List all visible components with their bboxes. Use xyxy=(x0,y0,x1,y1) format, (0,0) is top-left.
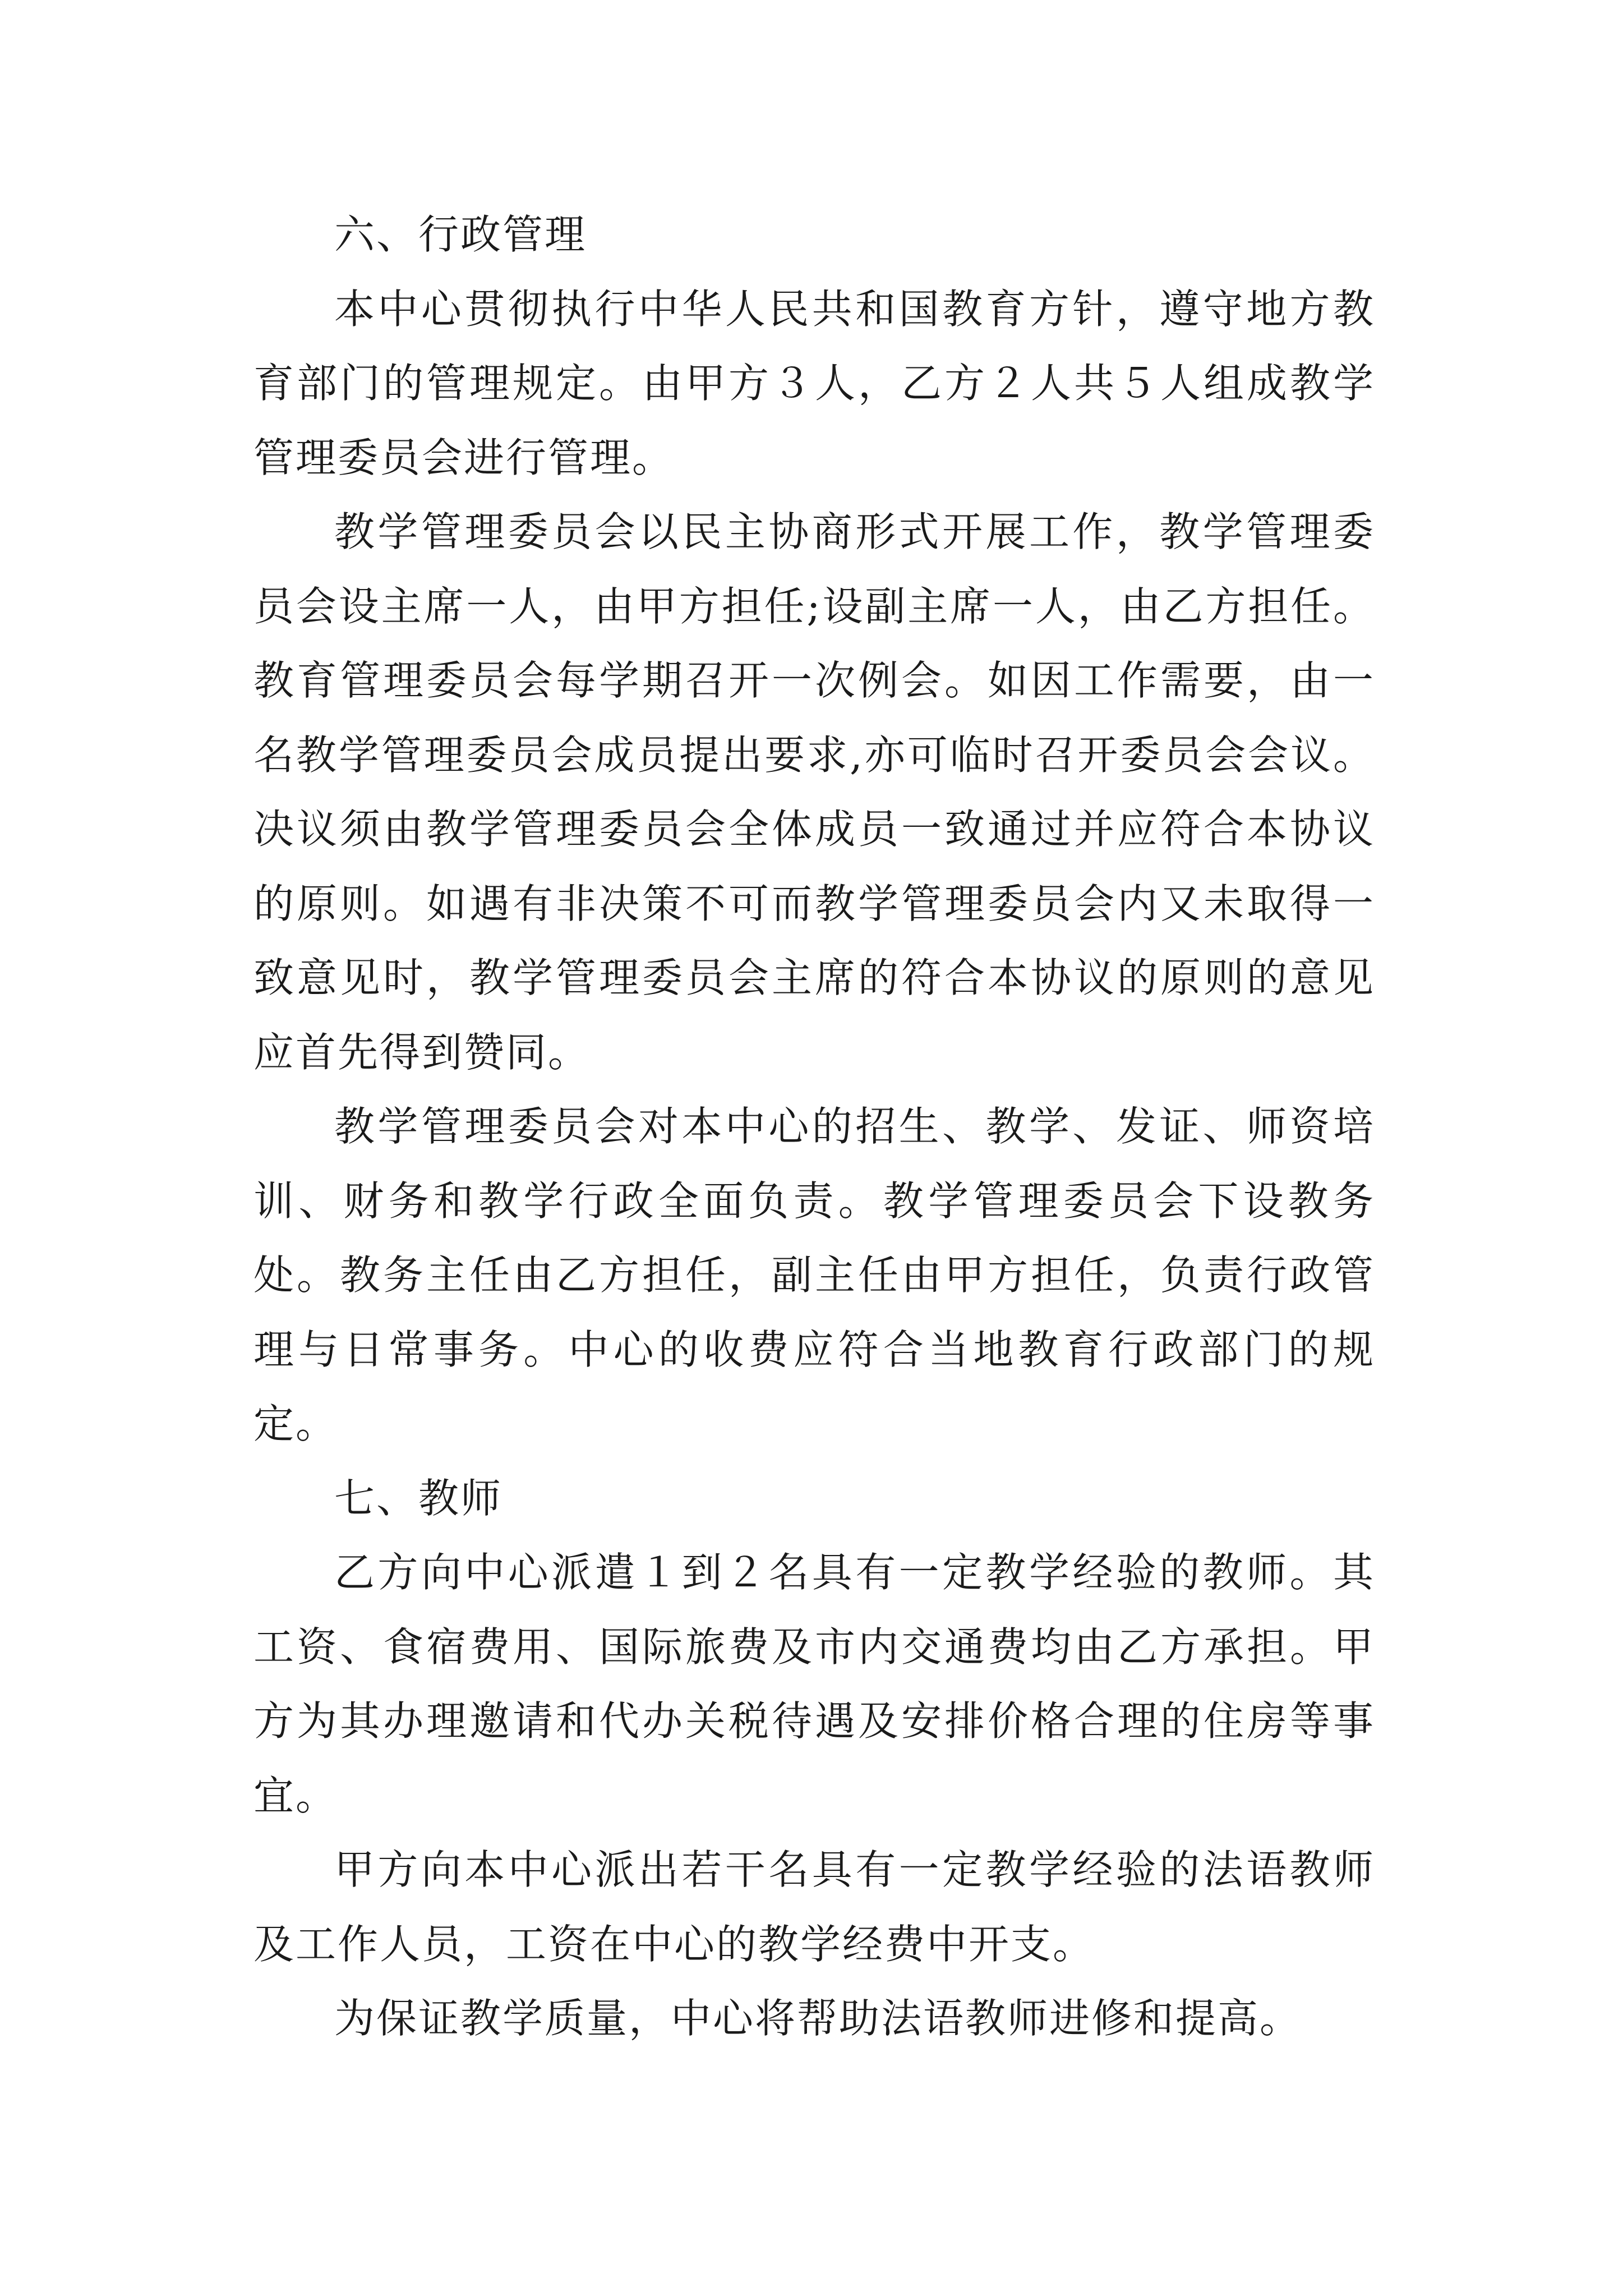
section-heading-teachers: 七、教师 xyxy=(334,1474,503,1522)
section-heading-administration: 六、行政管理 xyxy=(334,211,587,258)
paragraph: 教学管理委员会以民主协商形式开展工作，教学管理委员会设主席一人，由甲方担任;设副主席一人，由乙方担任。教育管理委员会每学期召开一次例会。如因工作需要，由一名教学管理委员会成员提出要求,亦可临时召开委员会会议。决议须由教学管理委员会全体成员一致通过并应符合本协议的原则。如遇有非决策不可而教学管理委员会内又未取得一致意见时，教学管理委员会主席的符合本协议的原则的意见应首先得到赞同。 xyxy=(253,508,1375,1076)
paragraph: 本中心贯彻执行中华人民共和国教育方针，遵守地方教育部门的管理规定。由甲方３人，乙方２人共５人组成教学管理委员会进行管理。 xyxy=(253,285,1375,481)
paragraph: 甲方向本中心派出若干名具有一定教学经验的法语教师及工作人员，工资在中心的教学经费中开支。 xyxy=(253,1846,1375,1968)
paragraph: 教学管理委员会对本中心的招生、教学、发证、师资培训、财务和教学行政全面负责。教学管理委员会下设教务处。教务主任由乙方担任，副主任由甲方担任，负责行政管理与日常事务。中心的收费应符合当地教育行政部门的规定。 xyxy=(253,1103,1375,1447)
document-page xyxy=(253,197,1375,2056)
paragraph: 为保证教学质量，中心将帮助法语教师进修和提高。 xyxy=(334,1995,1302,2042)
paragraph: 乙方向中心派遣１到２名具有一定教学经验的教师。其工资、食宿费用、国际旅费及市内交通费均由乙方承担。甲方为其办理邀请和代办关税待遇及安排价格合理的住房等事宜。 xyxy=(253,1549,1375,1819)
